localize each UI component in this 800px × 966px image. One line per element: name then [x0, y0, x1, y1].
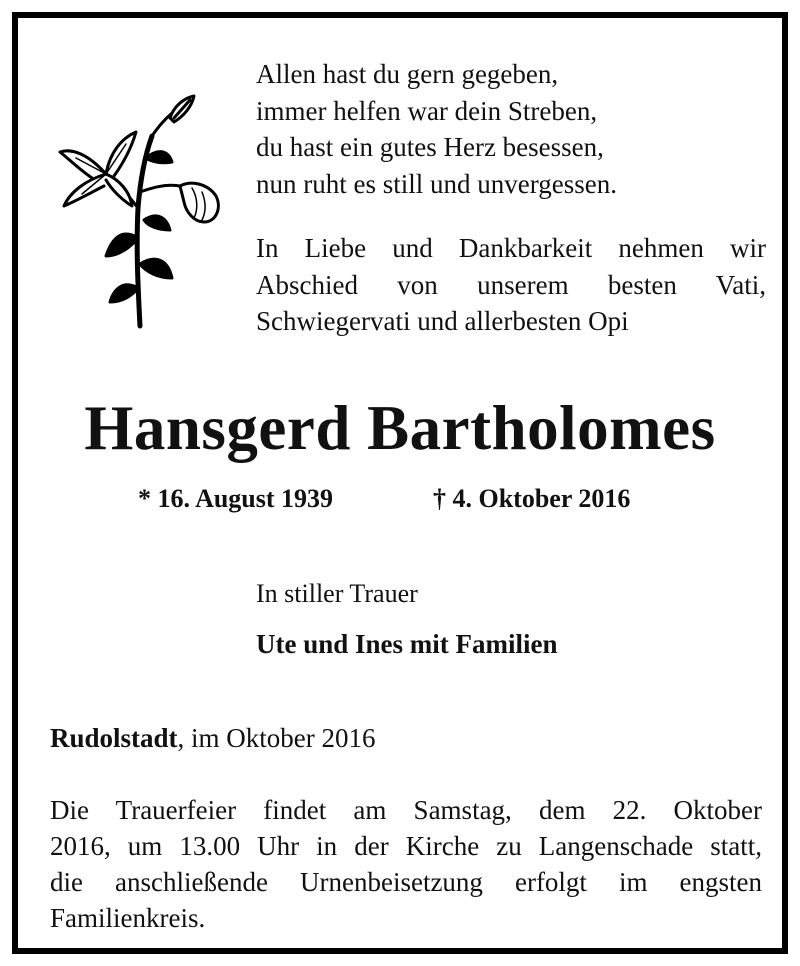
farewell-line: Abschied von unserem besten Vati,: [256, 269, 766, 300]
farewell-line: Schwiegervati und allerbesten Opi: [256, 306, 629, 336]
poem-line: nun ruht es still und unvergessen.: [256, 168, 617, 199]
poem-line: du hast ein gutes Herz besessen,: [256, 132, 604, 162]
deceased-name: Hansgerd Bartholomes: [84, 393, 716, 463]
place-city: Rudolstadt: [50, 723, 178, 753]
death-date: † 4. Oktober 2016: [433, 484, 631, 513]
obituary-card: [12, 12, 788, 954]
mourning-label: In stiller Trauer: [256, 579, 418, 608]
farewell-text: [256, 230, 766, 340]
funeral-line: die anschließende Urnenbeisetzung erfolgt im engsten: [50, 867, 762, 897]
place-date: , im Oktober 2016: [177, 723, 376, 753]
funeral-line: Die Trauerfeier findet am Samstag, dem 22. Oktober: [50, 795, 762, 825]
farewell-line: In Liebe und Dankbarkeit nehmen wir: [256, 233, 766, 263]
funeral-line: 2016, um 13.00 Uhr in der Kirche zu Langenschade statt,: [50, 831, 762, 861]
lily-flower-icon: [52, 88, 224, 330]
place-and-date: [50, 720, 376, 756]
mourner-names: Ute und Ines mit Familien: [256, 629, 558, 659]
birth-date: * 16. August 1939: [138, 484, 334, 513]
funeral-notice: [50, 792, 762, 936]
poem-line: Allen hast du gern gegeben,: [256, 59, 559, 89]
poem-line: immer helfen war dein Streben,: [256, 95, 598, 126]
funeral-line: Familienkreis.: [50, 903, 206, 933]
memorial-poem: [256, 56, 766, 202]
